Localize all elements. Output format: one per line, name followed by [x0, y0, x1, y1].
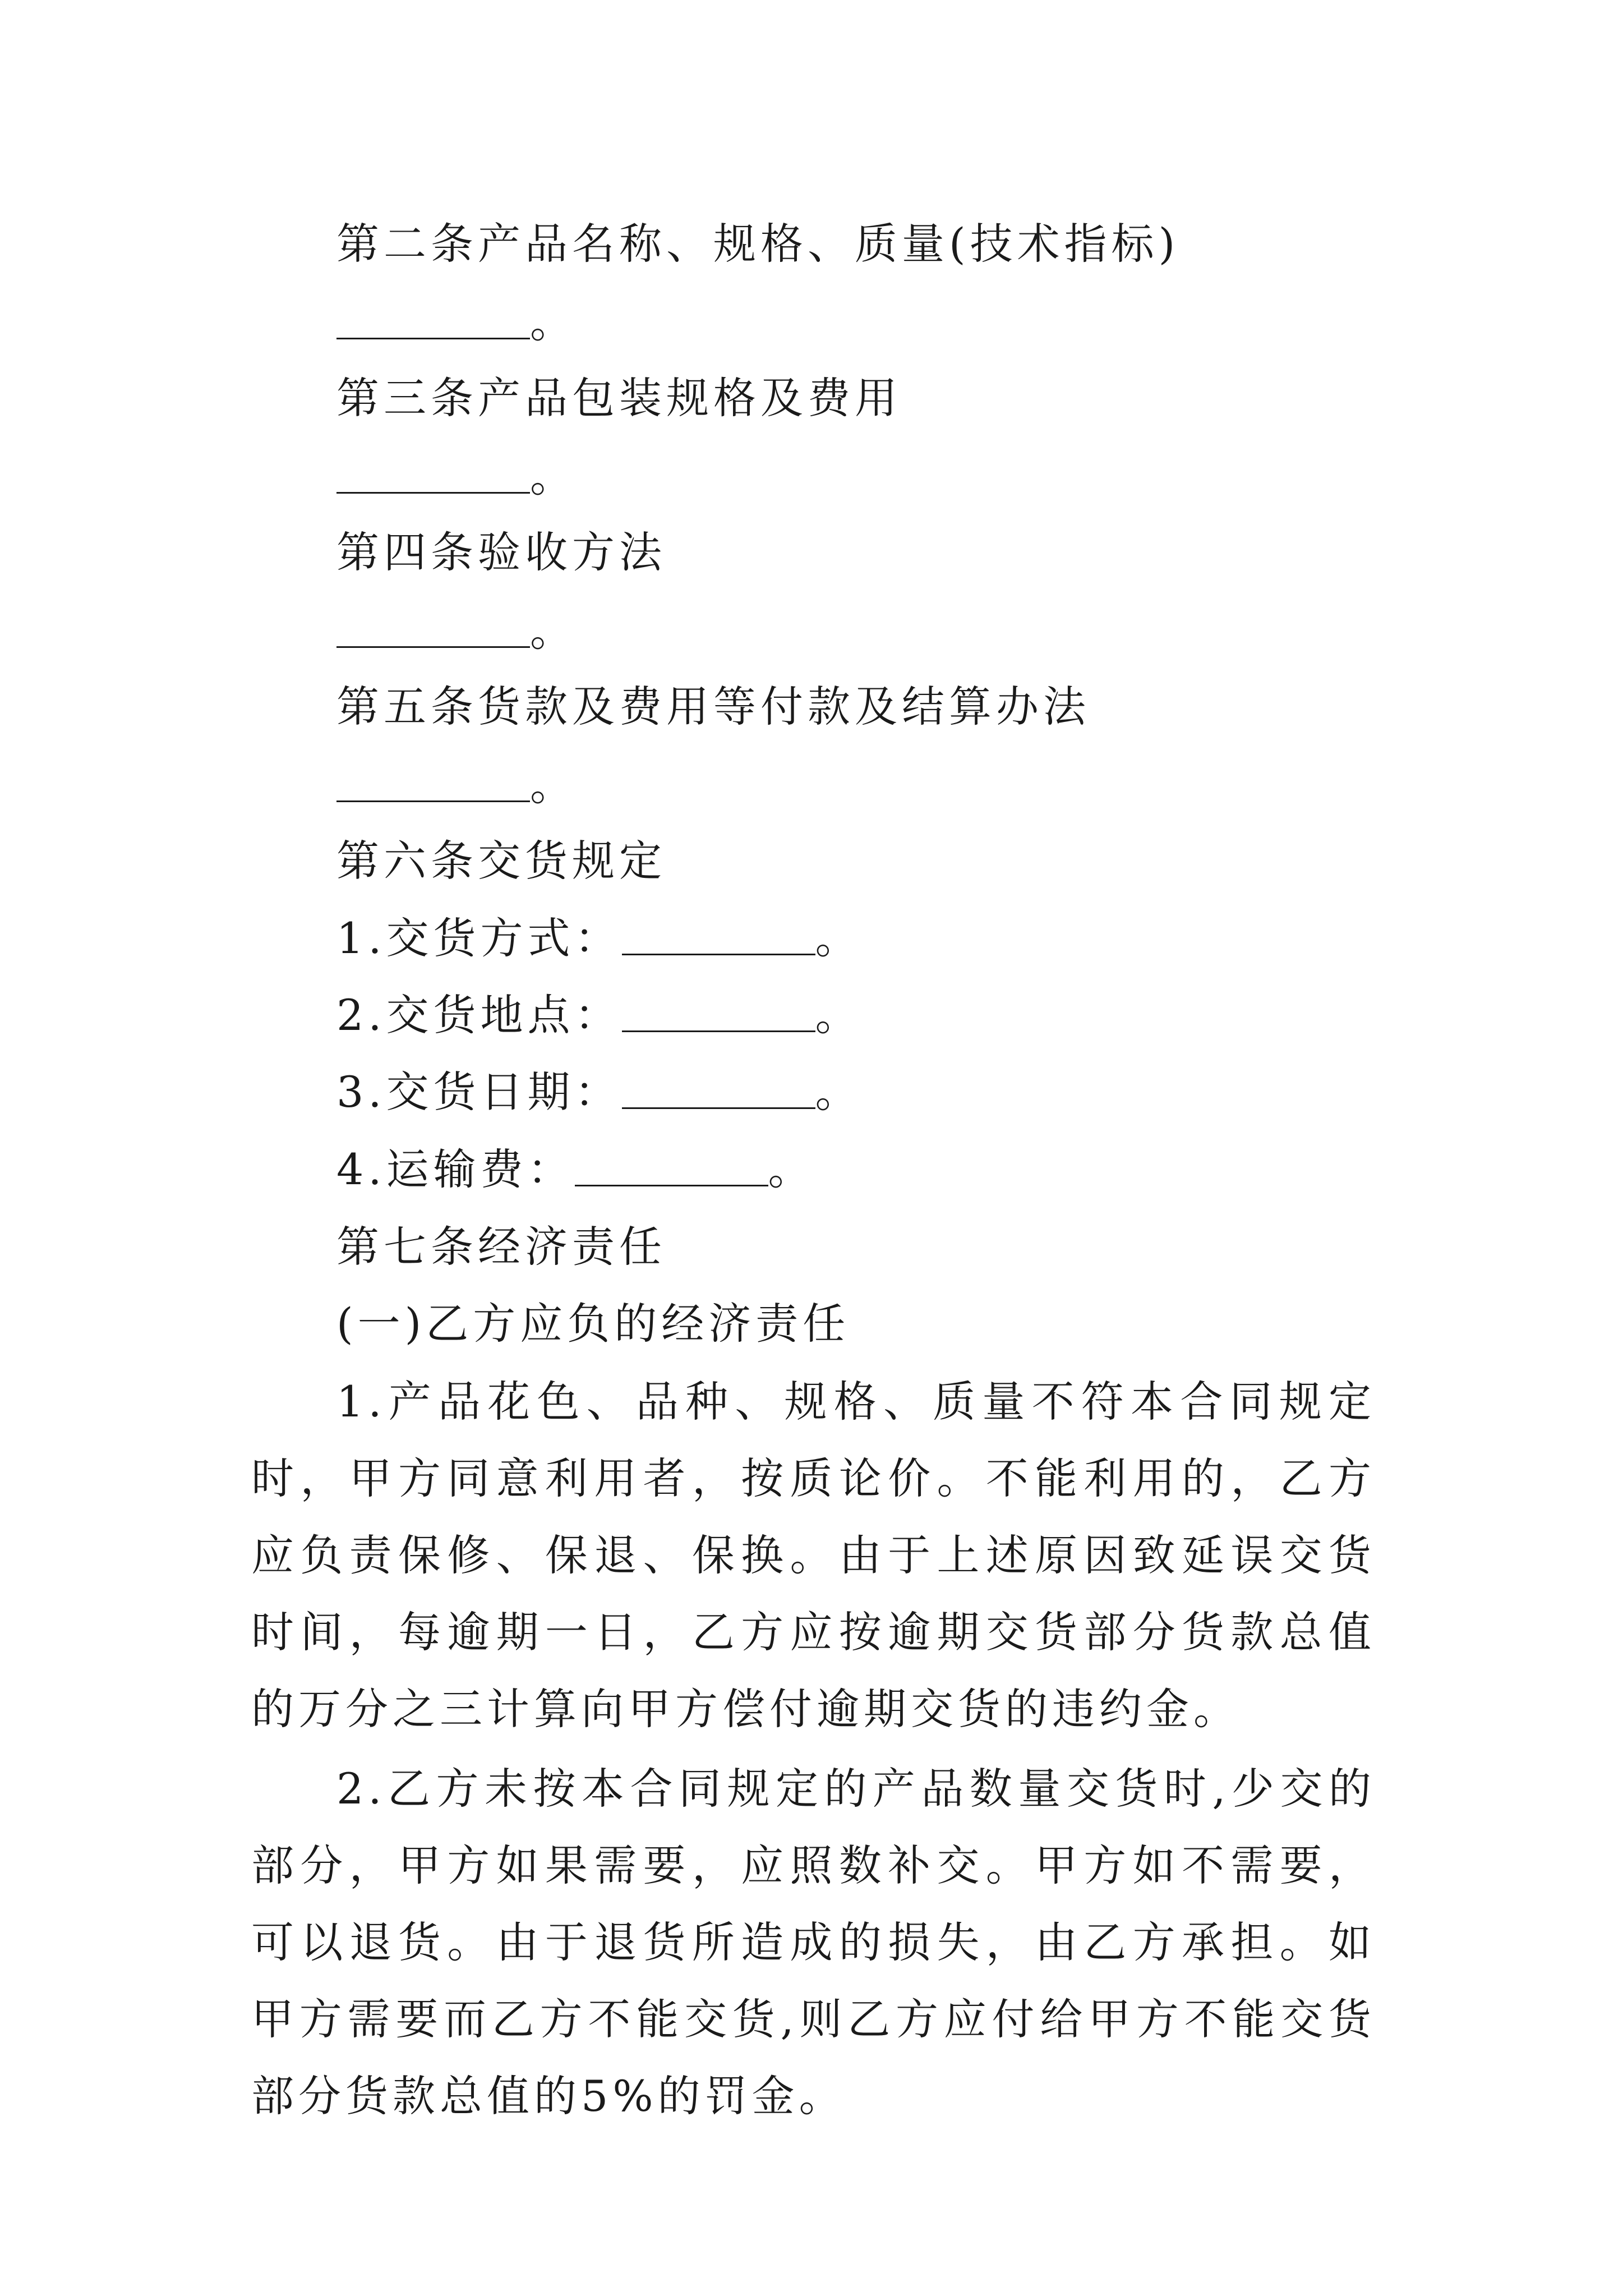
- clause-5-fill-line: [336, 760, 577, 811]
- clause-2-title: 第二条产品名称、规格、质量(技术指标): [336, 219, 1180, 269]
- clause-6-item-2: [336, 990, 863, 1041]
- period: 。: [815, 913, 863, 963]
- item-label: 2.交货地点：: [336, 990, 622, 1040]
- item-label: 3.交货日期：: [336, 1067, 622, 1117]
- clause-6-item-1: [336, 913, 863, 964]
- clause-7-title: 第七条经济责任: [336, 1222, 666, 1272]
- period: 。: [530, 606, 577, 656]
- clause-3-fill-line: [336, 452, 577, 502]
- clause-2-fill-line: [336, 297, 577, 348]
- blank-field: [336, 646, 530, 648]
- period: 。: [530, 297, 577, 347]
- period: 。: [815, 1067, 863, 1117]
- clause-4-fill-line: [336, 606, 577, 656]
- clause-6-item-4: [336, 1144, 815, 1195]
- blank-field: [336, 492, 530, 494]
- period: 。: [530, 760, 577, 810]
- paragraph-2: 2.乙方未按本合同规定的产品数量交货时,少交的部分，甲方如果需要，应照数补交。甲方如不需要，可以退货。由于退货所造成的损失，由乙方承担。如甲方需要而乙方不能交货,则乙方应付给甲方不能交货部分货款总值的5%的罚金。: [251, 1764, 1376, 2121]
- clause-5-title: 第五条货款及费用等付款及结算办法: [336, 682, 1090, 731]
- clause-6-item-3: [336, 1067, 863, 1117]
- clause-3-title: 第三条产品包装规格及费用: [336, 373, 902, 423]
- blank-field: [622, 954, 815, 955]
- clause-4-title: 第四条验收方法: [336, 527, 666, 577]
- period: 。: [768, 1144, 815, 1194]
- clause-7-subtitle: (一)乙方应负的经济责任: [336, 1299, 850, 1349]
- blank-field: [336, 800, 530, 802]
- blank-field: [575, 1185, 768, 1186]
- item-label: 4.运输费：: [336, 1144, 575, 1194]
- blank-field: [336, 338, 530, 339]
- blank-field: [622, 1030, 815, 1032]
- period: 。: [815, 990, 863, 1040]
- item-label: 1.交货方式：: [336, 913, 622, 963]
- blank-field: [622, 1107, 815, 1109]
- paragraph-1: 1.产品花色、品种、规格、质量不符本合同规定时，甲方同意利用者，按质论价。不能利用的，乙方应负责保修、保退、保换。由于上述原因致延误交货时间，每逾期一日，乙方应按逾期交货部分货款总值的万分之三计算向甲方偿付逾期交货的违约金。: [251, 1377, 1376, 1734]
- clause-6-title: 第六条交货规定: [336, 836, 666, 886]
- period: 。: [530, 452, 577, 501]
